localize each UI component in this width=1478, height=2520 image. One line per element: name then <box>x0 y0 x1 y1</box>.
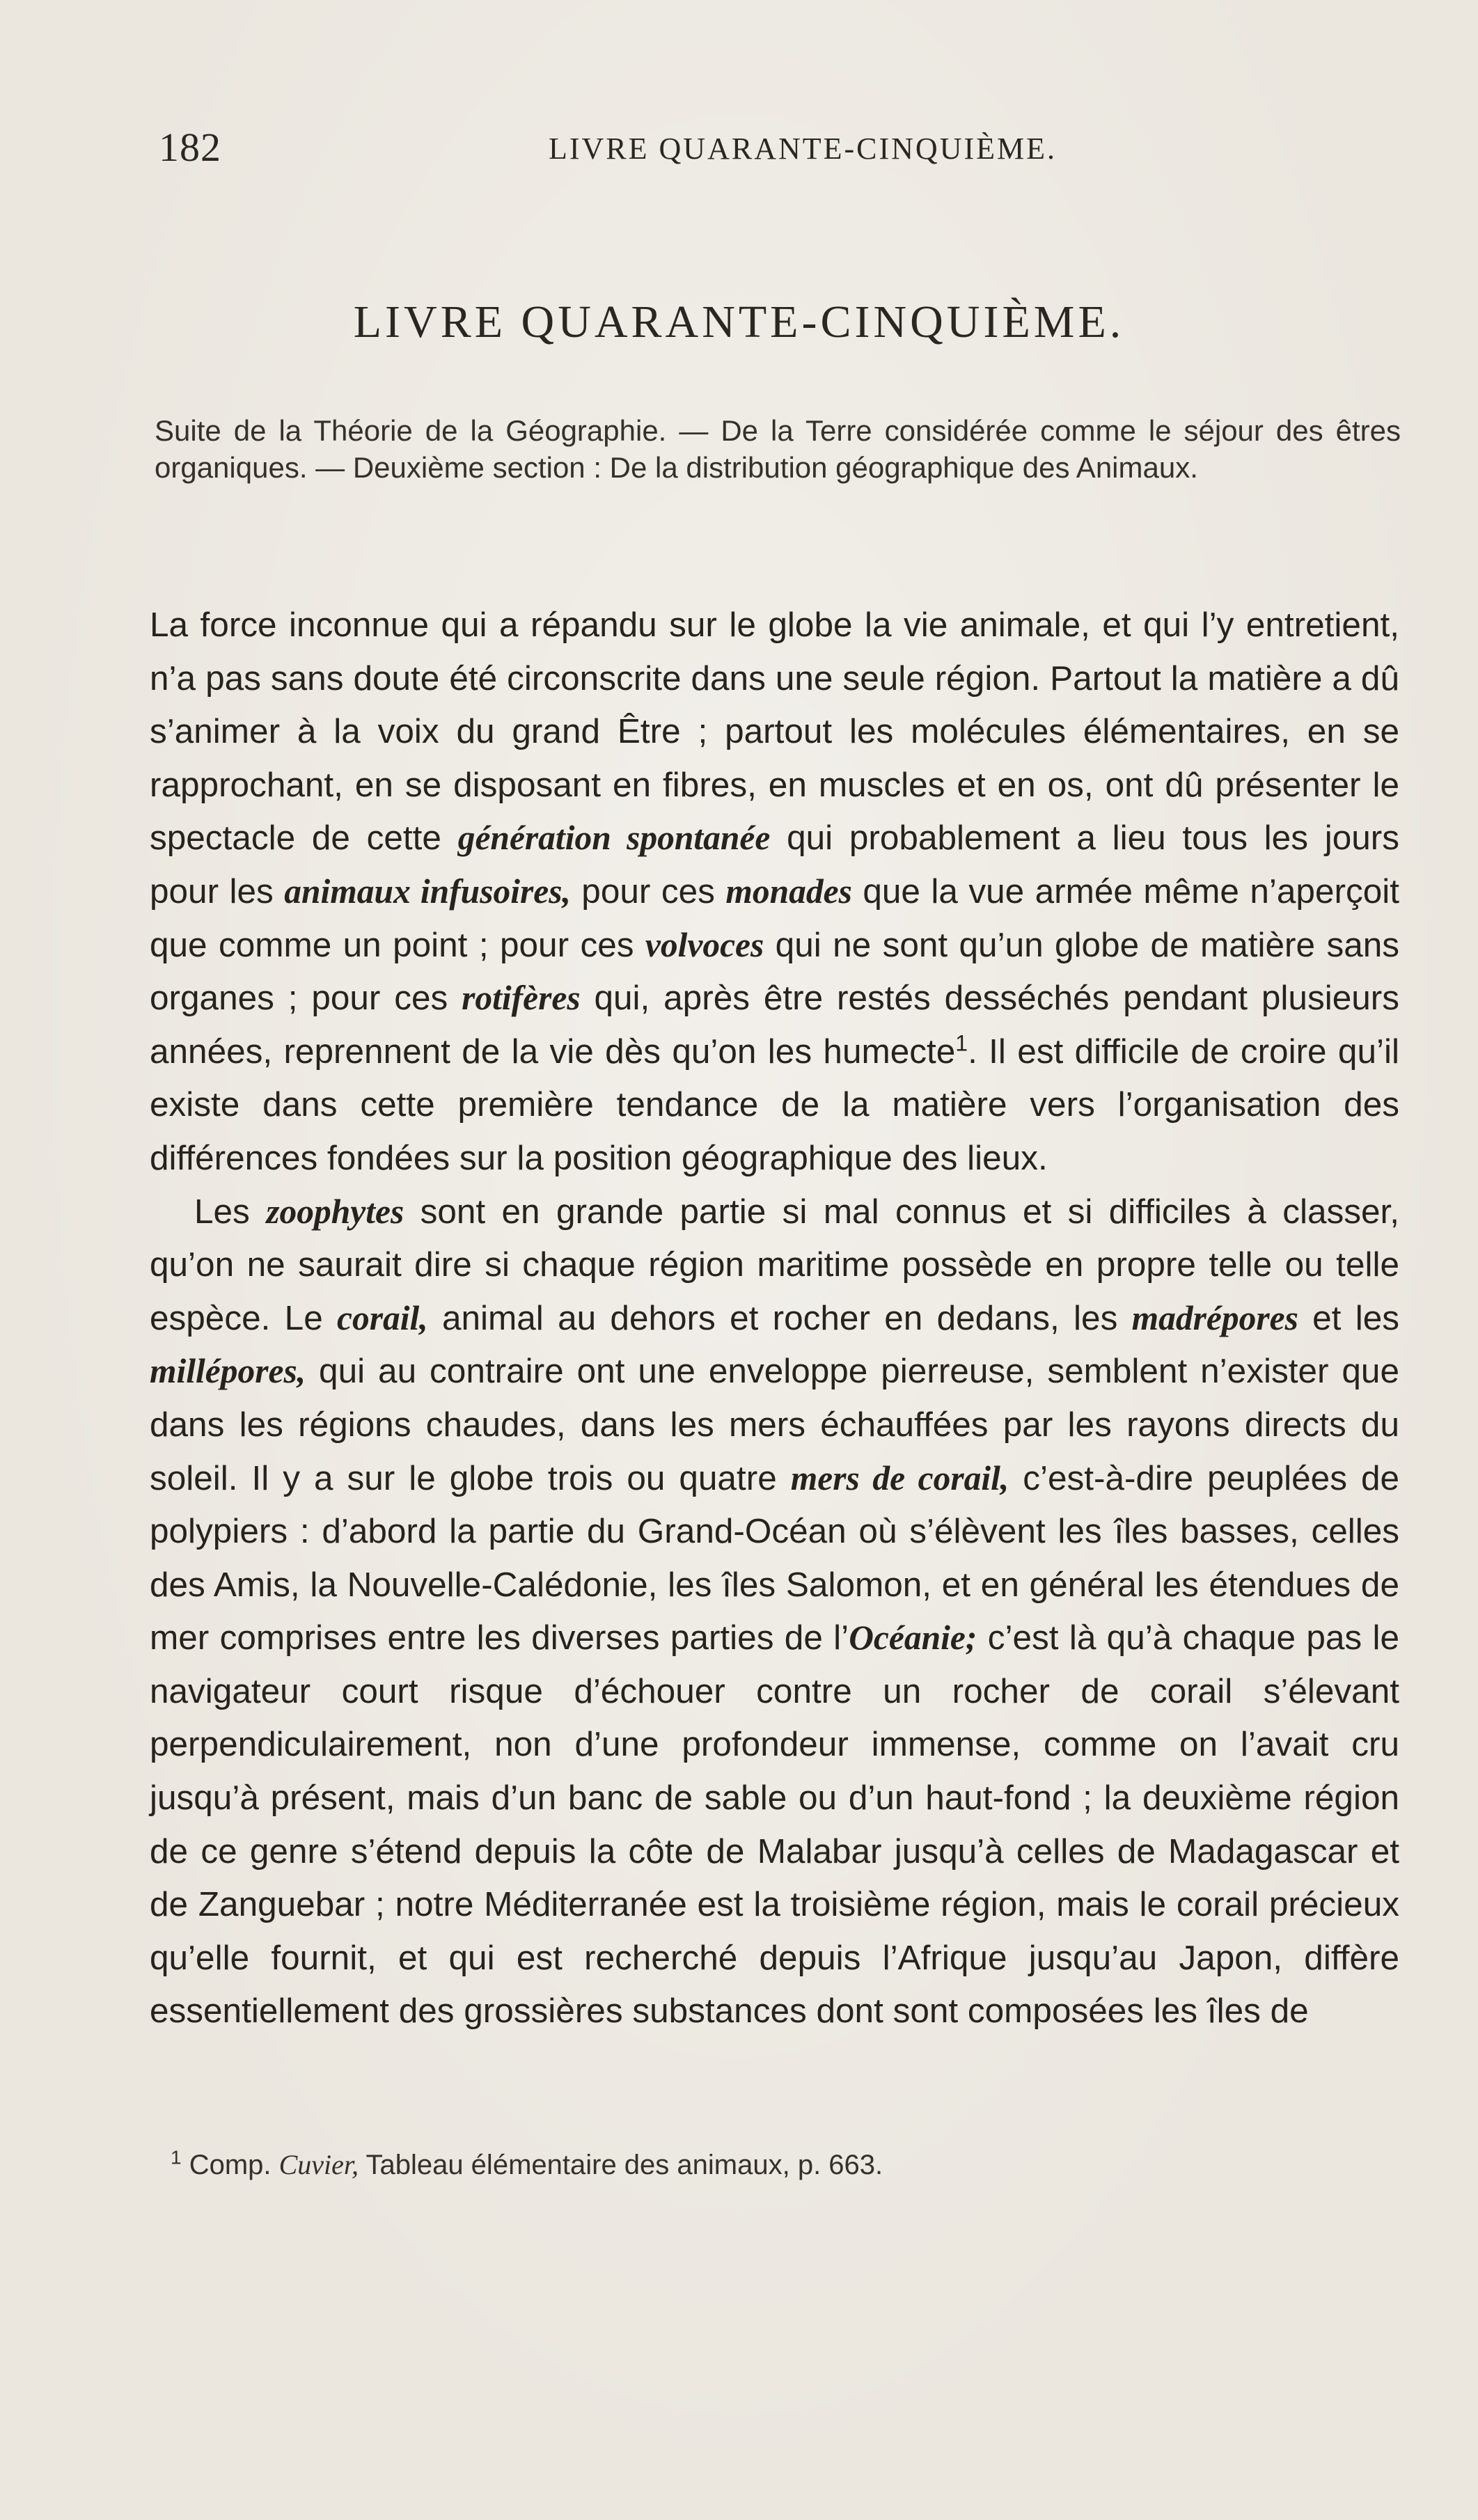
text-run: Comp. <box>181 2150 279 2180</box>
footnote <box>171 2148 1396 2182</box>
text-run: Les <box>194 1192 267 1231</box>
italic-term: rotifères <box>462 979 581 1018</box>
text-run: qui au contraire ont une enveloppe pierreuse, semblent n’exister que dans les régions chaudes, dans les mers échauffées par les rayons directs du soleil. Il y a sur le globe trois ou quatre <box>150 1352 1399 1497</box>
text-run: La force inconnue qui a répandu sur le globe la vie animale, et qui l’y entretient, n’a pas sans doute été circonscrite dans une seule région. Partout la matière a dû s’animer à la voix du grand Être ; partout les molécules élémentaires, en se rapprochant, en se disposant en fibres, en muscles et en os, ont dû présenter le spectacle de cette <box>150 606 1399 858</box>
text-run: et les <box>1298 1298 1400 1337</box>
italic-term: Océanie; <box>849 1619 977 1657</box>
italic-term: zoophytes <box>266 1192 404 1231</box>
text-run: sont en grande partie si mal connus et si difficiles à classer, qu’on ne saurait dire si chaque région maritime possède en propre telle ou telle espèce. Le <box>150 1192 1400 1337</box>
italic-term: animaux infusoires, <box>284 872 571 911</box>
body-text <box>150 599 1399 2038</box>
italic-term: génération spontanée <box>457 819 771 858</box>
running-head <box>159 124 1398 180</box>
italic-term: mers de corail, <box>790 1458 1009 1497</box>
italic-term: volvoces <box>645 925 764 964</box>
footnote-mark: 1 <box>171 2146 182 2168</box>
text-run: c’est-à-dire peuplées de polypiers : d’abord la partie du Grand-Océan où s’élèvent les îles basses, celles des Amis, la Nouvelle-Calédonie, les îles Salomon, et en général les étendues de mer comprises entre les diverses parties de l’ <box>150 1458 1400 1657</box>
italic-term: Cuvier, <box>278 2149 359 2180</box>
paragraph-2 <box>150 1186 1399 2039</box>
page-number: 182 <box>159 125 221 170</box>
text-run: qui probablement a lieu tous les jours pour les <box>150 819 1399 911</box>
text-run: qui ne sont qu’un globe de matière sans organes ; pour ces <box>150 925 1400 1018</box>
italic-term: millépores, <box>150 1352 306 1391</box>
text-run: Tableau élémentaire des animaux, p. 663. <box>359 2150 883 2180</box>
text-run: qui, après être restés desséchés pendant plusieurs années, reprennent de la vie dès qu’on les humecte <box>150 979 1400 1071</box>
text-run: que la vue armée même n’aperçoit que comme un point ; pour ces <box>150 872 1399 964</box>
text-run: pour ces <box>570 872 726 911</box>
italic-term: corail, <box>337 1298 428 1337</box>
italic-term: monades <box>725 872 852 911</box>
paragraph-1 <box>150 599 1399 1186</box>
running-title: LIVRE QUARANTE-CINQUIÈME. <box>549 132 1058 166</box>
text-run: . Il est difficile de croire qu’il existe dans cette première tendance de la matière vers l’organisation des différences fondées sur la position géographique des lieux. <box>150 1032 1399 1177</box>
text-run: animal au dehors et rocher en dedans, les <box>427 1298 1132 1337</box>
text-run: c’est là qu’à chaque pas le navigateur court risque d’échouer contre un rocher de corail s’élevant perpendiculairement, non d’une profondeur immense, comme on l’avait cru jusqu’à présent, mais d’un banc de sable ou d’un haut-fond ; la deuxième région de ce genre s’étend depuis la côte de Malabar jusqu’à celles de Madagascar et de Zanguebar ; notre Méditerranée est la troisième région, mais le corail précieux qu’elle fournit, et qui est recherché depuis l’Afrique jusqu’au Japon, diffère essentiellement des grossières substances dont sont composées les îles de <box>150 1619 1399 2031</box>
chapter-summary: Suite de la Théorie de la Géographie. — De la Terre considérée comme le séjour des êtres organiques. — Deuxième section : De la distribution géographique des Animaux. <box>155 414 1401 484</box>
footnote-reference[interactable]: 1 <box>955 1030 968 1056</box>
italic-term: madrépores <box>1131 1298 1298 1337</box>
book-title: LIVRE QUARANTE-CINQUIÈME. <box>353 297 1125 347</box>
